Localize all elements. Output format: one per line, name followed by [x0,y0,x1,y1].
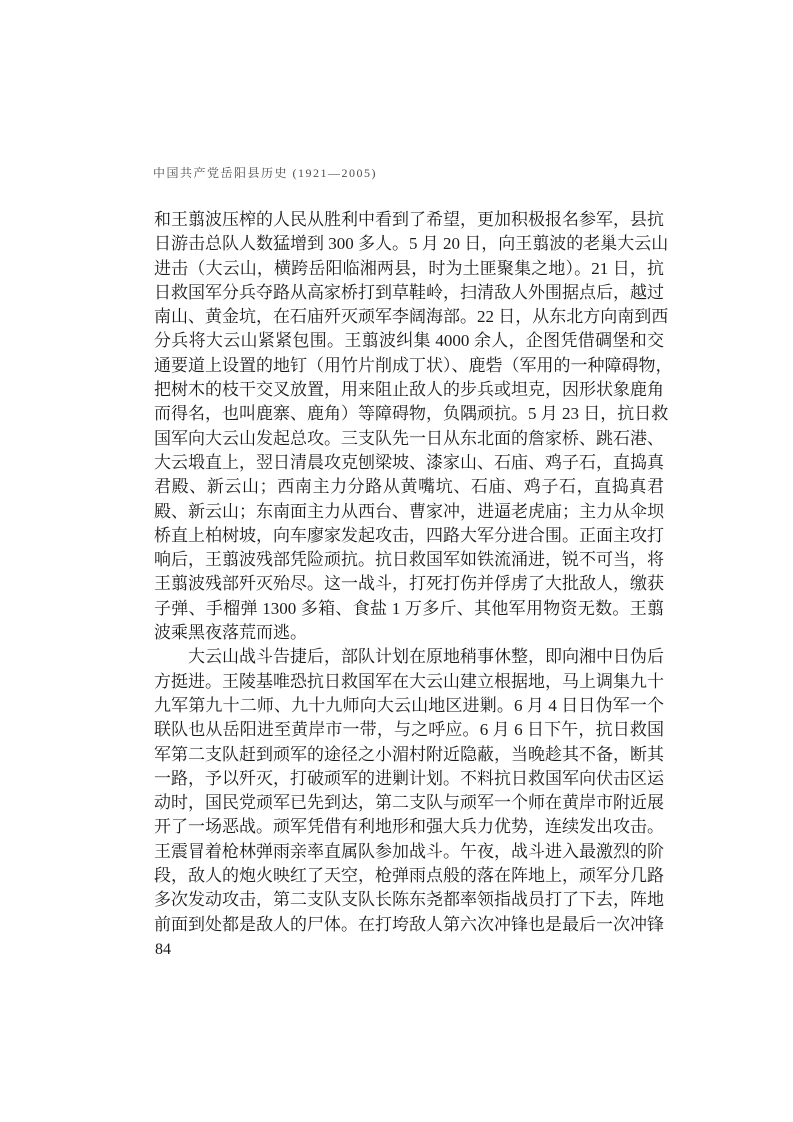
page-number: 84 [155,941,171,958]
text-line: 通要道上设置的地钉（用竹片削成丁状）、鹿砦（军用的一种障碍物， [154,355,673,375]
text-line: 联队也从岳阳进至黄岸市一带，与之呼应。6 月 6 日下午，抗日救国 [154,720,664,740]
text-line: 一路，予以歼灭，打破顽军的进剿计划。不料抗日救国军向伏击区运 [154,768,664,788]
text-line: 开了一场恶战。顽军凭借有利地形和强大兵力优势，连续发出攻击。 [154,817,664,837]
text-line: 日救国军分兵夺路从高家桥打到草鞋岭，扫清敌人外围据点后，越过 [154,282,664,302]
text-line: 前面到处都是敌人的尸体。在打垮敌人第六次冲锋也是最后一次冲锋 [154,914,664,934]
text-line: 把树木的枝干交叉放置，用来阻止敌人的步兵或坦克，因形状象鹿角 [154,380,664,400]
text-line: 动时，国民党顽军已先到达，第二支队与顽军一个师在黄岸市附近展 [154,793,664,813]
running-header: 中国共产党岳阳县历史 (1921—2005) [153,166,377,180]
text-line-paragraph-start: 大云山战斗告捷后，部队计划在原地稍事休整，即向湘中日伪后 [188,647,664,667]
text-line: 九军第九十二师、九十九师向大云山地区进剿。6 月 4 日日伪军一个 [154,695,664,715]
text-line: 王震冒着枪林弹雨亲率直属队参加战斗。午夜，战斗进入最激烈的阶 [154,841,664,861]
text-line: 进击（大云山，横跨岳阳临湘两县，时为土匪聚集之地）。21 日，抗 [154,258,664,278]
text-line: 南山、黄金坑，在石庙歼灭顽军李阔海部。22 日，从东北方向南到西 [154,307,669,327]
text-line: 和王翦波压榨的人民从胜利中看到了希望，更加积极报名参军，县抗 [154,210,664,229]
text-line: 而得名，也叫鹿寨、鹿角）等障碍物，负隅顽抗。5 月 23 日，抗日救 [154,404,669,424]
text-line: 桥直上柏树坡，向车廖家发起攻击，四路大军分进合围。正面主攻打 [154,525,664,545]
text-line: 国军向大云山发起总攻。三支队先一日从东北面的詹家桥、跳石港、 [154,428,664,448]
text-line: 君殿、新云山；西南主力分路从黄嘴坑、石庙、鸡子石，直捣真君 [154,477,664,497]
text-line: 方挺进。王陵基唯恐抗日救国军在大云山建立根据地，马上调集九十 [154,671,664,691]
text-line: 军第二支队赶到顽军的途径之小湄村附近隐蔽，当晚趁其不备，断其 [154,744,664,764]
text-line-paragraph-end: 波乘黑夜落荒而逃。 [154,623,307,643]
text-line: 段，敌人的炮火映红了天空，枪弹雨点般的落在阵地上，顽军分几路 [154,866,664,886]
text-line: 多次发动攻击，第二支队支队长陈东尧都率领指战员打了下去，阵地 [154,890,664,910]
text-line: 王翦波残部歼灭殆尽。这一战斗，打死打伤并俘虏了大批敌人，缴获 [154,574,664,594]
text-line: 响后，王翦波残部凭险顽抗。抗日救国军如铁流涌进，锐不可当，将 [154,550,664,570]
text-line: 子弹、手榴弹 1300 多箱、食盐 1 万多斤、其他军用物资无数。王翦 [154,598,664,618]
body-text [154,208,673,937]
text-line: 大云塅直上，翌日清晨攻克刨梁坡、漆家山、石庙、鸡子石，直捣真 [154,452,664,472]
text-line: 分兵将大云山紧紧包围。王翦波纠集 4000 余人，企图凭借碉堡和交 [154,331,664,351]
text-line: 日游击总队人数猛增到 300 多人。5 月 20 日，向王翦波的老巢大云山 [154,234,669,254]
text-line: 殿、新云山；东南面主力从西台、曹家冲，进逼老虎庙；主力从伞坝 [154,501,664,521]
